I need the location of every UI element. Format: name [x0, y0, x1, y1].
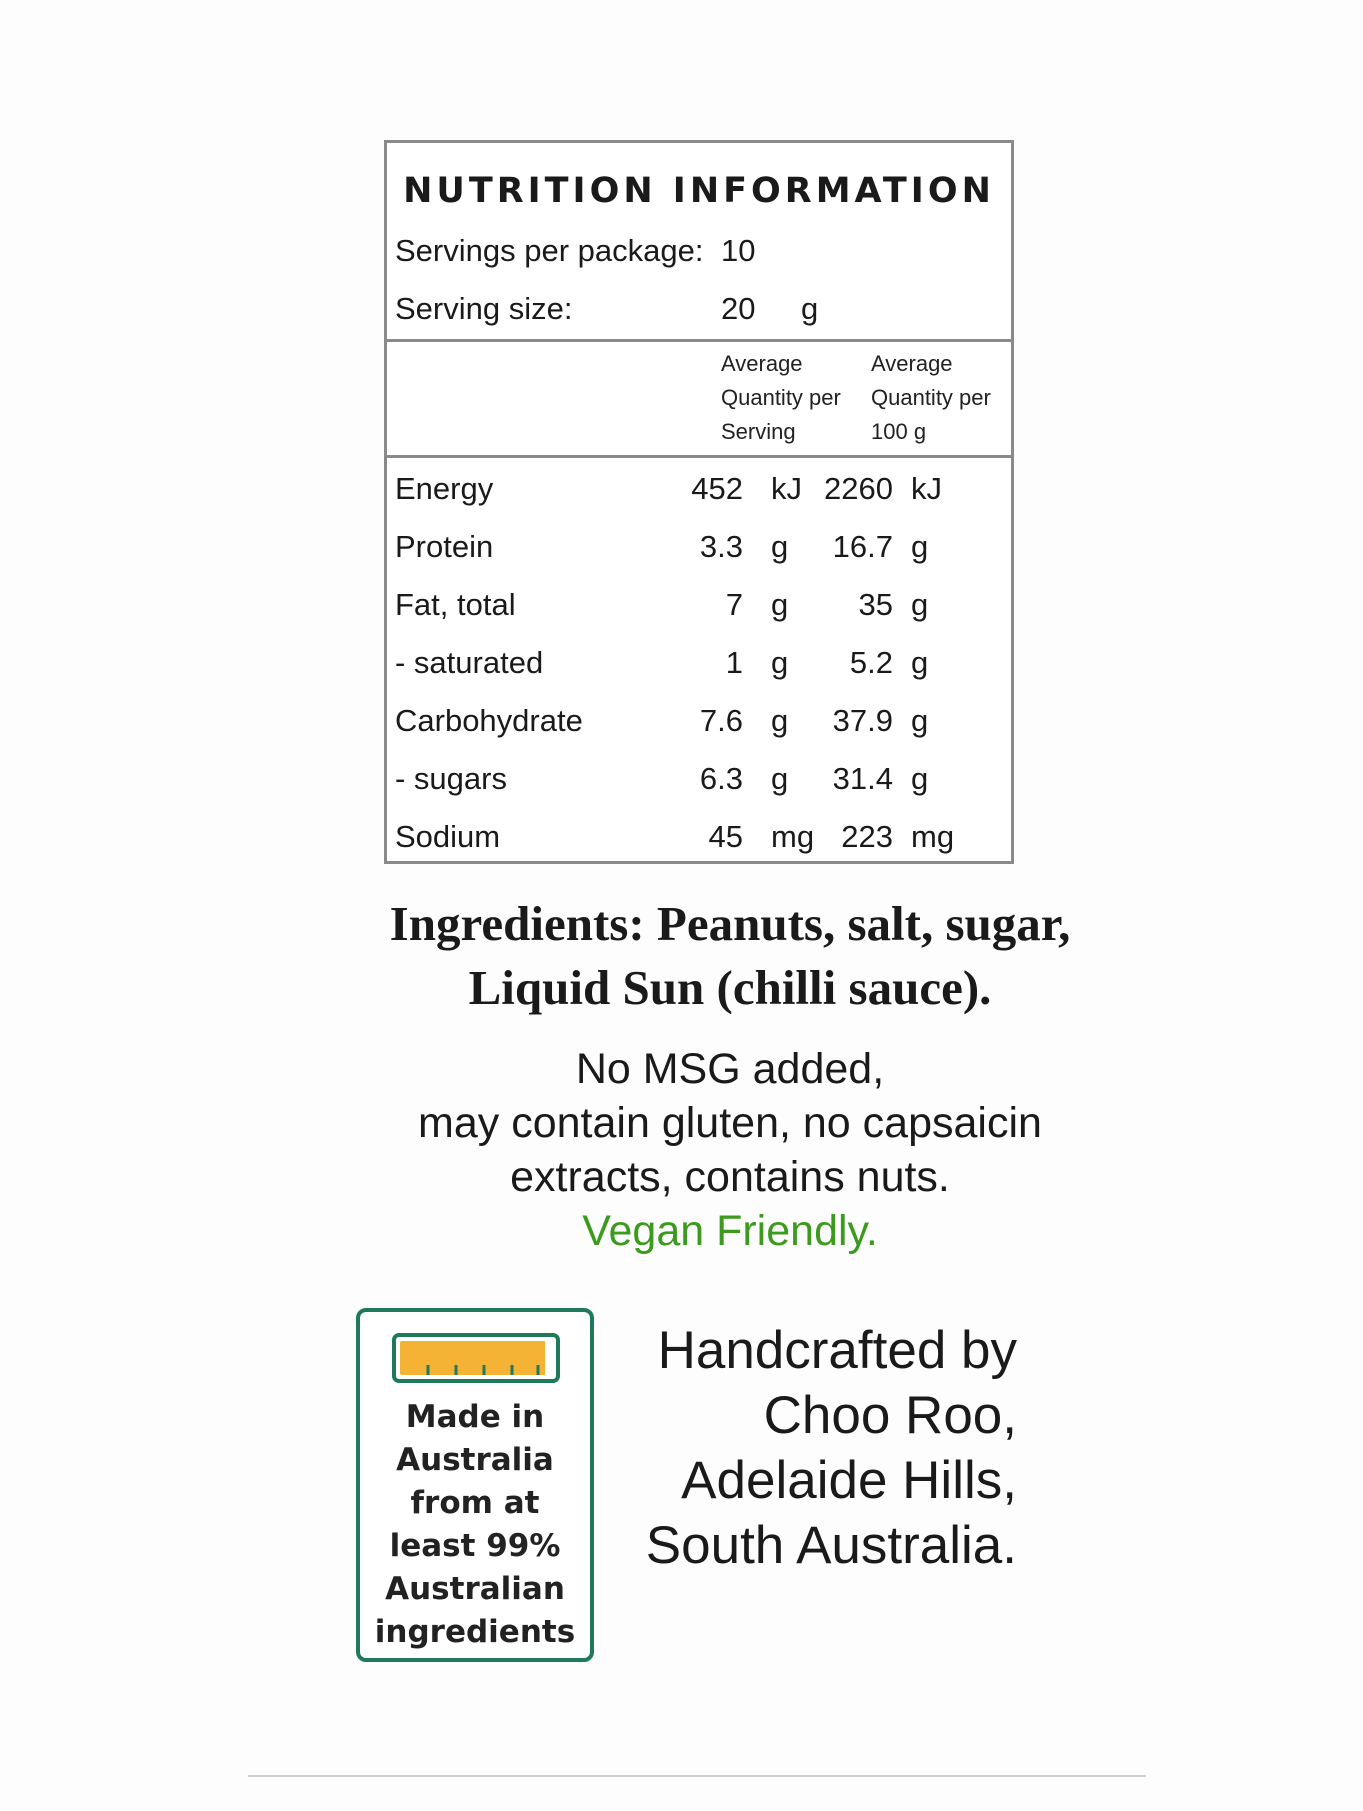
per-100g-value: 35 [858, 587, 893, 622]
ingredients-line-1: Ingredients: Peanuts, salt, sugar, [389, 896, 1071, 951]
per-serving-value: 1 [725, 645, 743, 680]
per-100g-value: 37.9 [832, 703, 893, 738]
note-line-2: may contain gluten, no capsaicin [418, 1099, 1042, 1147]
per-serving-unit: kJ [771, 471, 802, 506]
logo-line-1: Made in [405, 1399, 545, 1435]
per-serving-unit: g [771, 645, 789, 680]
nutrient-row [387, 693, 1011, 751]
maker-line-3: Adelaide Hills, [681, 1451, 1017, 1510]
maker-statement [646, 1318, 1017, 1578]
nutrient-row [387, 809, 1011, 867]
nutrient-name: Sodium [395, 819, 501, 854]
per-100g-value: 31.4 [832, 761, 893, 796]
nutrition-title: NUTRITION INFORMATION [403, 171, 995, 211]
per-100g-unit: mg [911, 819, 955, 854]
nutrition-information-panel [384, 140, 1014, 864]
note-line-1: No MSG added, [575, 1045, 885, 1093]
per-100g-value: 223 [841, 819, 893, 854]
per-serving-value: 6.3 [699, 761, 743, 796]
made-in-australia-bar-icon [392, 1332, 560, 1384]
header-divider [387, 339, 1011, 342]
per-100g-value: 2260 [824, 471, 893, 506]
nutrient-name: Fat, total [395, 587, 516, 622]
nutrient-name: - sugars [395, 761, 507, 796]
nutrient-row [387, 635, 1011, 693]
ingredients-line-2: Liquid Sun (chilli sauce). [468, 960, 992, 1015]
per-100g-unit: g [911, 529, 929, 564]
footer-divider [248, 1775, 1146, 1777]
per-100g-unit: g [911, 761, 929, 796]
serving-size-unit: g [801, 291, 819, 326]
nutrient-name: - saturated [395, 645, 544, 680]
serving-size-label: Serving size: [395, 291, 573, 326]
nutrient-row [387, 751, 1011, 809]
nutrient-name: Energy [395, 471, 494, 506]
made-in-australia-text [360, 1396, 590, 1654]
per-100g-value: 16.7 [832, 529, 893, 564]
nutrient-row [387, 577, 1011, 635]
logo-line-2: Australia [396, 1442, 554, 1478]
vegan-friendly-note: Vegan Friendly. [582, 1207, 878, 1255]
servings-per-package-label: Servings per package: [395, 233, 704, 268]
ingredients-statement [300, 892, 1160, 1020]
allergen-notes [300, 1042, 1160, 1258]
note-line-3: extracts, contains nuts. [510, 1153, 950, 1201]
per-100g-unit: g [911, 587, 929, 622]
nutrient-row [387, 519, 1011, 577]
per-100g-unit: kJ [911, 471, 942, 506]
serving-size-value: 20 [721, 291, 756, 326]
maker-line-2: Choo Roo, [763, 1386, 1017, 1445]
maker-line-1: Handcrafted by [657, 1321, 1017, 1380]
per-serving-unit: g [771, 703, 789, 738]
per-serving-value: 3.3 [699, 529, 743, 564]
logo-line-4: least 99% [389, 1528, 561, 1564]
table-divider [387, 455, 1011, 458]
servings-per-package-value: 10 [721, 233, 756, 268]
column-header-per-100g: Average Quantity per 100 g [871, 351, 991, 444]
per-serving-value: 7.6 [699, 703, 743, 738]
per-serving-value: 45 [708, 819, 743, 854]
per-100g-unit: g [911, 645, 929, 680]
per-serving-unit: g [771, 587, 789, 622]
maker-line-4: South Australia. [645, 1516, 1017, 1575]
logo-line-6: ingredients [374, 1614, 576, 1650]
nutrient-row [387, 461, 1011, 519]
per-serving-unit: mg [771, 819, 815, 854]
made-in-australia-logo [356, 1308, 594, 1662]
logo-line-3: from at [410, 1485, 540, 1521]
per-100g-value: 5.2 [849, 645, 893, 680]
nutrient-name: Carbohydrate [395, 703, 583, 738]
per-serving-unit: g [771, 529, 789, 564]
per-serving-value: 7 [725, 587, 743, 622]
logo-line-5: Australian [385, 1571, 565, 1607]
column-header-per-serving: Average Quantity per Serving [721, 351, 841, 444]
per-serving-unit: g [771, 761, 789, 796]
per-100g-unit: g [911, 703, 929, 738]
per-serving-value: 452 [691, 471, 743, 506]
nutrient-name: Protein [395, 529, 494, 564]
